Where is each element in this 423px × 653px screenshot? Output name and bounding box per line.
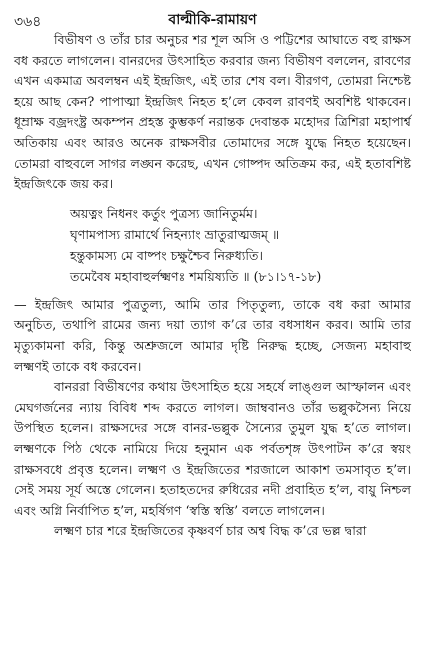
sanskrit-verse	[70, 203, 411, 287]
verse-line-3: হন্তুকামস্য মে বাষ্পং চক্ষুশ্চৈব নিরুধ্যতি।	[70, 247, 263, 263]
verse-line-4-text: তমেবৈষ মহাবাহুর্লক্ষ্মণঃ শময়িষ্যতি ॥	[70, 268, 250, 284]
paragraph-3: বানররা বিভীষণের কথায় উৎসাহিত হয়ে সহর্ষে লাঙ্গুল আস্ফালন এবং মেঘগর্জনের ন্যায় বিবিধ শব্দ করতে লাগল। জাম্ববানও তাঁর ভল্লুকসৈন্য নিয়ে উপস্থিত হলেন। রাক্ষসদের সঙ্গে বানর-ভল্লুক সৈন্যের তুমুল যুদ্ধ হ’তে লাগল। লক্ষ্মণকে পিঠ থেকে নামিয়ে দিয়ে হনুমান এক পর্বতশৃঙ্গ উৎপাটন ক’রে স্বয়ং রাক্ষসবধে প্রবৃত্ত হলেন। লক্ষ্মণ ও ইন্দ্রজিতের শরজালে আকাশ তমসাবৃত হ’ল। সেই সময় সূর্য অস্তে গেলেন। হতাহতদের রুধিরের নদী প্রবাহিত হ’ল, বায়ু নিশ্চল এবং অগ্নি নির্বাপিত হ’ল, মহর্ষিগণ ‘স্বস্তি স্বস্তি’ বলতে লাগলেন।	[14, 379, 411, 518]
paragraph-4: লক্ষ্মণ চার শরে ইন্দ্রজিতের কৃষ্ণবর্ণ চার অশ্ব বিদ্ধ ক’রে ভল্ল দ্বারা	[54, 523, 367, 539]
paragraph-1: বিভীষণ ও তাঁর চার অনুচর শর শূল অসি ও পট্টিশের আঘাতে বহু রাক্ষস বধ করতে লাগলেন। বানরদের উৎসাহিত করবার জন্য বিভীষণ বললেন, রাবণের এখন একমাত্র অবলম্বন এই ইন্দ্রজিৎ, এই তার শেষ বল। বীরগণ, তোমরা নিশ্চেষ্ট হয়ে আছ কেন? পাপাত্মা ইন্দ্রজিৎ নিহত হ’লে কেবল রাবণই অবশিষ্ট থাকবেন। ধূম্রাক্ষ বজ্রদংষ্ট্র অকম্পন প্রহস্ত কুম্ভকর্ণ নরান্তক দেবান্তক মহোদর ত্রিশিরা মহাপার্শ্ব অতিকায় এবং আরও অনেক রাক্ষসবীর তোমাদের সঙ্গে যুদ্ধে নিহত হয়েছেন। তোমরা বাহুবলে সাগর লঙ্ঘন করেছ, এখন গোষ্পদ অতিক্রম কর, এই হতাবশিষ্ট ইন্দ্রজিৎকে জয় কর।	[14, 32, 411, 192]
verse-line-2: ঘৃণামপাস্য রামার্থে নিহন্যাং ভ্রাতুরাত্মজম্ ॥	[70, 226, 280, 242]
page-number: ৩৬৪	[14, 14, 42, 30]
verse-line-1: অয়ত্নং নিধনং কর্তুং পুত্রস্য জানিতুর্মম।	[70, 205, 258, 221]
verse-reference: (৮১।১৭-১৮)	[253, 268, 322, 284]
verse-line-4	[70, 266, 411, 287]
running-title: বাল্মীকি-রামায়ণ	[168, 12, 257, 28]
paragraph-2: — ইন্দ্রজিৎ আমার পুত্রতুল্য, আমি তার পিতৃতুল্য, তাকে বধ করা আমার অনুচিত, তথাপি রামের জন্য দয়া ত্যাগ ক’রে তার বধসাধন করব। আমি তার মৃত্যুকামনা করি, কিন্তু অশ্রুজলে আমার দৃষ্টি নিরুদ্ধ হচ্ছে, সেজন্য মহাবাহু লক্ষ্মণই তাকে বধ করবেন।	[14, 296, 411, 374]
page-header	[14, 8, 411, 30]
